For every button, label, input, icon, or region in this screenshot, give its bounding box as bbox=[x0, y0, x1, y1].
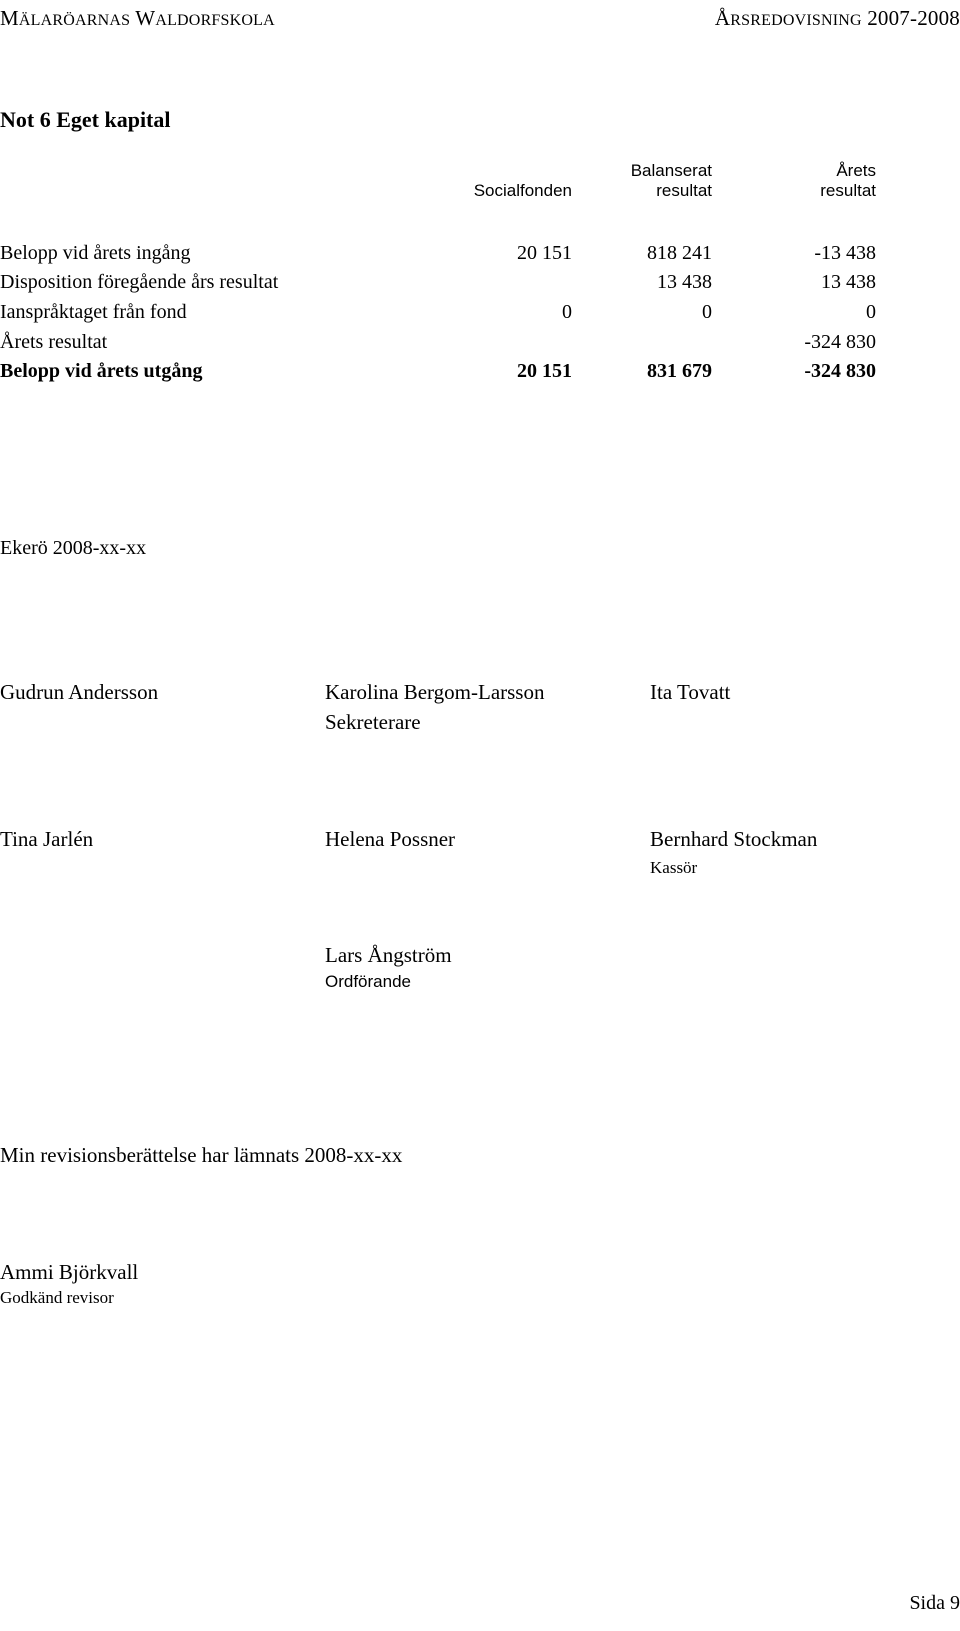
audit-statement: Min revisionsberättelse har lämnats 2008-xx-xx bbox=[0, 1143, 403, 1167]
cell-arets-resultat: 13 438 bbox=[821, 271, 876, 293]
cell-balanserat-resultat: 0 bbox=[702, 301, 712, 323]
cell-arets-resultat: -324 830 bbox=[804, 331, 876, 353]
signature-name: Gudrun Andersson bbox=[0, 680, 159, 704]
cell-balanserat-resultat: 831 679 bbox=[647, 360, 712, 382]
column-header-arets-resultat: Årets resultat bbox=[820, 161, 876, 200]
page-number: Sida 9 bbox=[909, 1592, 960, 1614]
signature-name: Helena Possner bbox=[325, 827, 456, 851]
signature-name: Karolina Bergom-Larsson bbox=[325, 680, 545, 704]
row-label: Belopp vid årets ingång bbox=[0, 242, 191, 264]
signature-role: Sekreterare bbox=[325, 710, 421, 734]
signature-name: Ita Tovatt bbox=[650, 680, 731, 704]
cell-arets-resultat: 0 bbox=[866, 301, 876, 323]
auditor-name: Ammi Björkvall bbox=[0, 1260, 139, 1284]
auditor-role: Godkänd revisor bbox=[0, 1288, 114, 1307]
column-header-balanserat-resultat: Balanserat resultat bbox=[630, 161, 712, 200]
cell-balanserat-resultat: 818 241 bbox=[647, 242, 712, 264]
cell-arets-resultat: -13 438 bbox=[814, 242, 876, 264]
cell-arets-resultat: -324 830 bbox=[804, 360, 876, 382]
cell-socialfonden: 0 bbox=[562, 301, 572, 323]
cell-socialfonden: 20 151 bbox=[517, 242, 572, 264]
header-report-title: ÅRSREDOVISNING 2007-2008 bbox=[714, 6, 960, 30]
header-school-name: MÄLARÖARNAS WALDORFSKOLA bbox=[0, 6, 275, 30]
row-label: Belopp vid årets utgång bbox=[0, 360, 203, 382]
cell-socialfonden: 20 151 bbox=[517, 360, 572, 382]
row-label: Disposition föregående års resultat bbox=[0, 271, 279, 293]
signature-role: Kassör bbox=[650, 858, 698, 877]
place-date: Ekerö 2008-xx-xx bbox=[0, 537, 147, 559]
column-header-socialfonden: Socialfonden bbox=[473, 181, 572, 200]
row-label: Ianspråktaget från fond bbox=[0, 301, 187, 323]
signature-name: Tina Jarlén bbox=[0, 827, 94, 851]
cell-balanserat-resultat: 13 438 bbox=[657, 271, 712, 293]
note-title: Not 6 Eget kapital bbox=[0, 107, 171, 132]
row-label: Årets resultat bbox=[0, 331, 108, 353]
signature-name: Bernhard Stockman bbox=[650, 827, 818, 851]
signature-role: Ordförande bbox=[325, 972, 411, 991]
signature-name: Lars Ångström bbox=[325, 943, 452, 967]
